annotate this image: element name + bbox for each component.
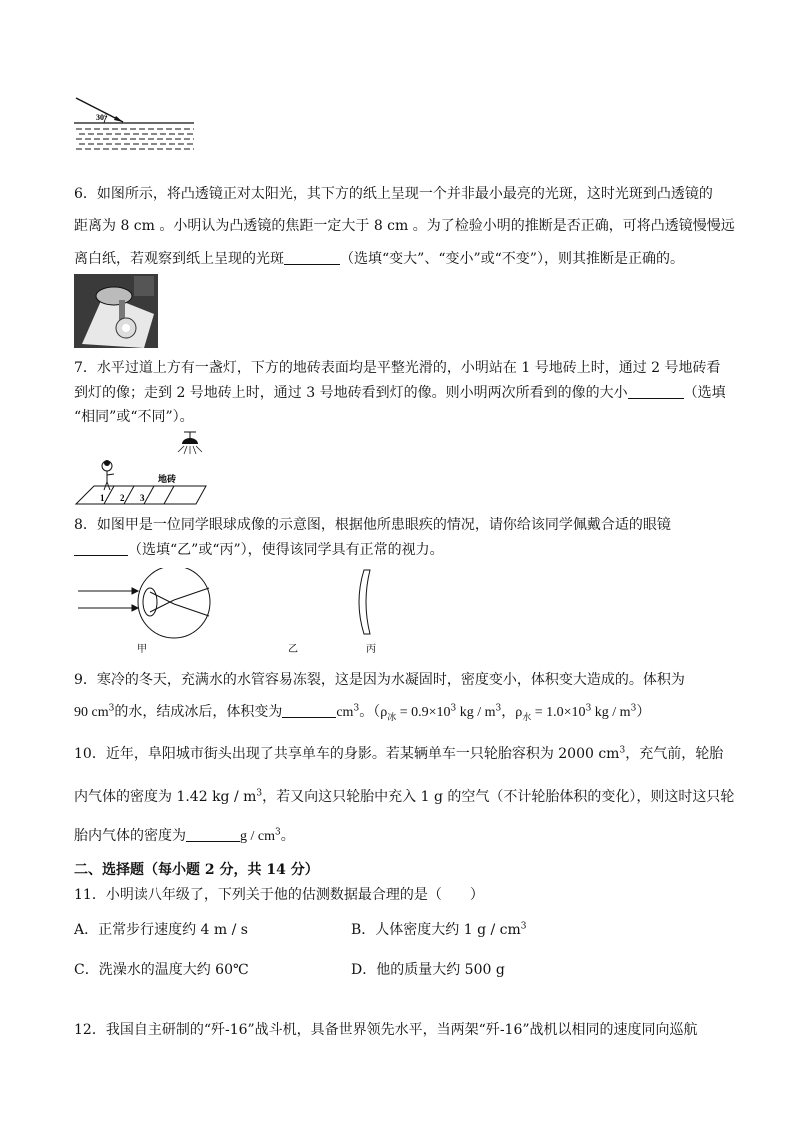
floor-tile-figure [74,430,214,506]
q7-text-b: （选填 [683,385,726,401]
q6-line-2: 距离为 8 cm 。小明认为凸透镜的焦距一定大于 8 cm 。为了检验小明的推断是否正确，可将凸透镜慢慢远 [74,218,735,234]
q10-line-1: 10．近年，阜阳城市街头出现了共享单车的身影。若某辆单车一只轮胎容积为 2000 $cm^3$，充气前，轮胎 [74,745,724,762]
tile-label: 地砖 [158,475,177,485]
q9-line-1: 9．寒冷的冬天，充满水的水管容易冻裂，这是因为水凝固时，密度变小，体积变大造成的。体积为 [74,672,685,688]
q8-text-b: （选填“乙”或“丙”），使得该同学具有正常的视力。 [128,542,444,558]
section-2-title: 二、选择题（每小题 2 分，共 14 分） [74,862,319,878]
q11-option-b[interactable]: B．人体密度大约 1 g / $cm^3$ [351,921,527,938]
q6-line-1: 6．如图所示，将凸透镜正对太阳光，其下方的纸上呈现一个并非最小最亮的光斑，这时光斑到凸透镜的 [74,186,713,202]
water-refraction-figure [74,96,198,152]
answer-blank-q8[interactable] [74,541,128,556]
angle-label: 30° [96,113,108,122]
tile-number-3: 3 [140,493,145,503]
q10-line-2: 内气体的密度为 1.42 kg / $m^3$，若又向这只轮胎中充入 1 g 的空气（不计轮胎体积的变化），则这时这只轮 [74,788,735,805]
label-bing: 丙 [366,644,376,655]
label-jia: 甲 [137,644,147,655]
q8-line-2 [74,540,444,560]
q12-stem: 12．我国自主研制的“歼-16”战斗机，具备世界领先水平，当两架“歼-16”战机以相同的速度同向巡航 [74,1022,698,1038]
q9-volume: 90 cm [74,705,109,720]
answer-blank-q6[interactable] [284,250,340,265]
q6-text-a: 离白纸，若观察到纸上呈现的光斑 [74,251,284,267]
q11-option-c[interactable]: C．洗澡水的温度大约 60℃ [74,962,249,978]
q10-line-3: 胎内气体的密度为 g / $cm^3$。 [74,827,295,844]
q8-line-1: 8．如图甲是一位同学眼球成像的示意图，根据他所患眼疾的情况，请你给该同学佩戴合适的眼镜 [74,517,671,533]
q6-line-3 [74,249,684,269]
answer-blank-q7[interactable] [628,384,684,399]
q7-line-1: 7．水平过道上方有一盏灯，下方的地砖表面均是平整光滑的，小明站在 1 号地砖上时，通过 2 号地砖看 [74,360,721,376]
q6-text-b: （选填“变大”、“变小”或“不变”），则其推断是正确的。 [340,251,684,267]
answer-blank-q10[interactable] [186,827,240,842]
q9-line-2: 90 $cm^3$的水，结成冰后，体积变为 $cm^3$。（$\rho_冰 = 0.9\times 10^3$ kg / $m^3$，$\rho_水 = 1.0\times 10^3$ kg / $m^3$） [74,703,651,723]
q7-line-3: “相同”或“不同”）。 [74,409,194,425]
q11-option-d[interactable]: D．他的质量大约 500 g [351,962,505,978]
label-yi: 乙 [288,644,298,655]
q7-text-a: 到灯的像；走到 2 号地砖上时，通过 3 号地砖看到灯的像。则小明两次所看到的像的大小 [74,385,628,401]
eye-lens-figure [74,568,404,660]
tile-number-2: 2 [120,493,125,503]
lens-photo-figure [74,274,158,348]
q7-line-2 [74,383,726,403]
q11-option-a[interactable]: A．正常步行速度约 4 m / s [74,922,248,938]
answer-blank-q9[interactable] [282,703,336,718]
tile-number-1: 1 [100,493,105,503]
q11-stem: 11．小明读八年级了，下列关于他的估测数据最合理的是（ ） [74,887,484,903]
